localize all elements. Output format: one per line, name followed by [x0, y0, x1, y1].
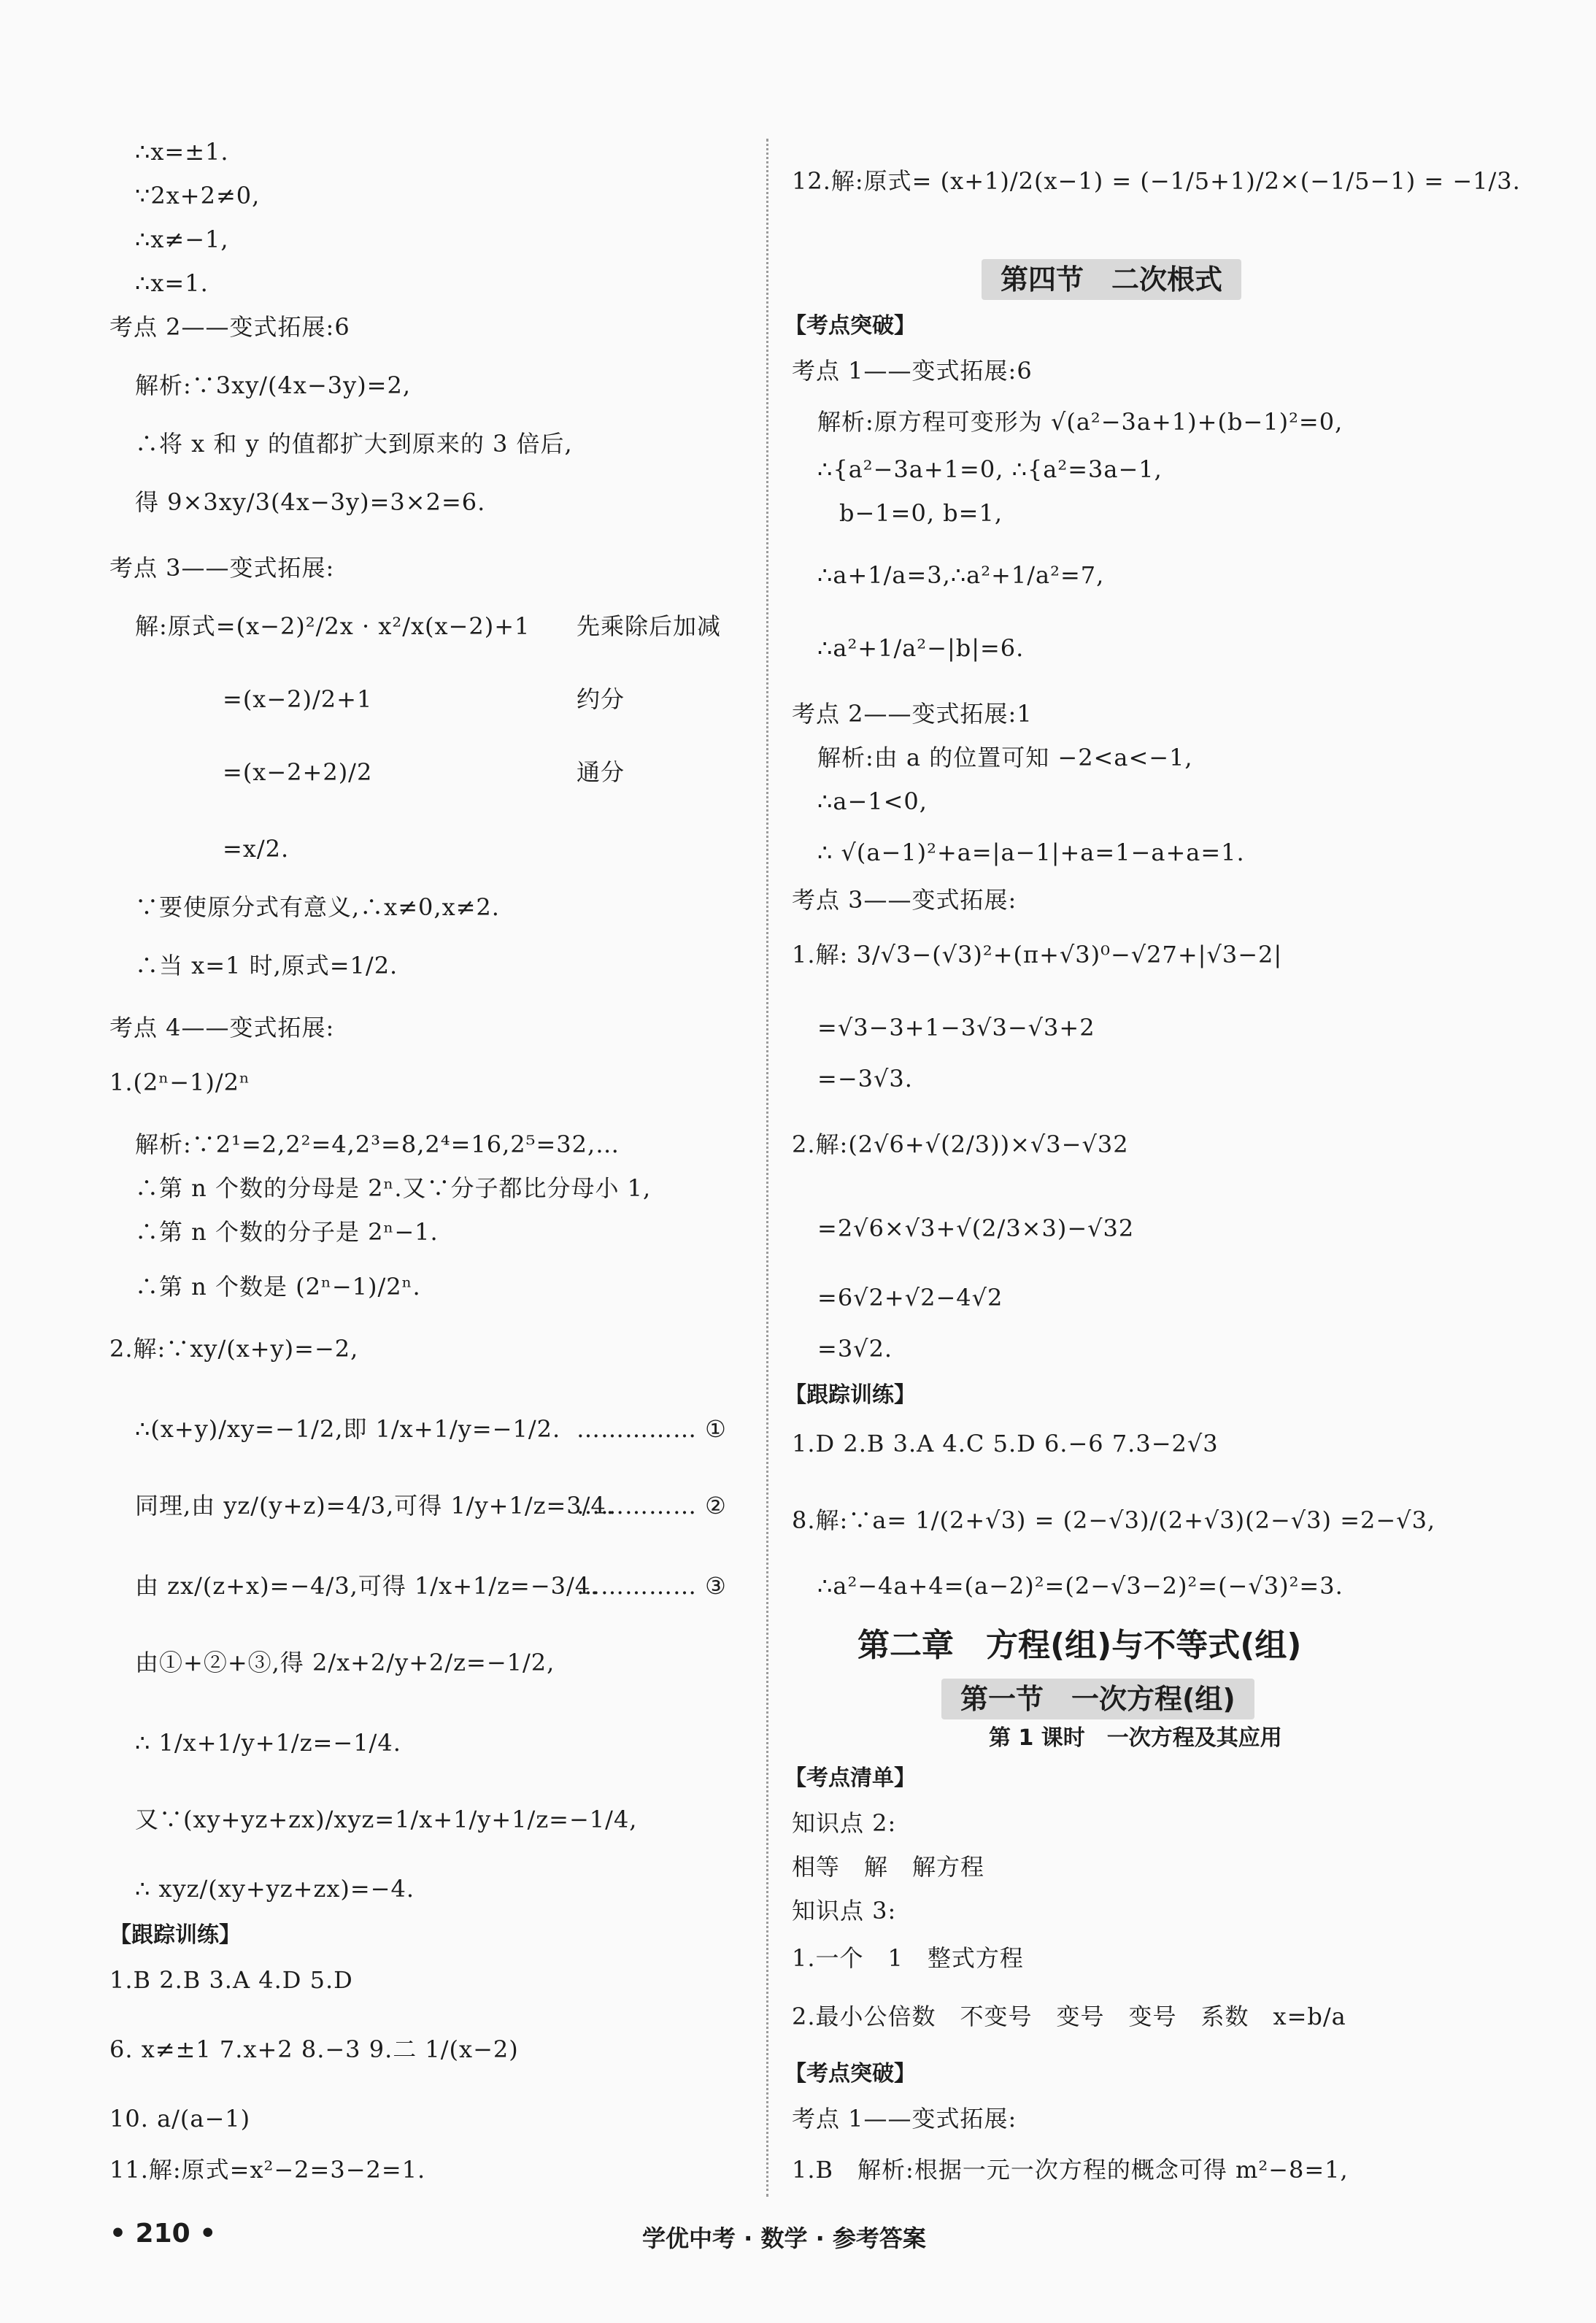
right-line: ∴a−1<0,	[817, 787, 928, 815]
left-line: =(x−2+2)/2	[223, 758, 373, 786]
right-lesson-title: 第 1 课时 一次方程及其应用	[989, 1725, 1282, 1751]
right-line: 1.D 2.B 3.A 4.C 5.D 6.−6 7.3−2√3	[792, 1430, 1219, 1457]
left-line: 2.解:∵xy/(x+y)=−2,	[109, 1335, 359, 1363]
right-line: b−1=0, b=1,	[839, 499, 1003, 527]
left-line: ∴第 n 个数的分母是 2ⁿ.又∵分子都比分母小 1,	[135, 1174, 652, 1202]
left-line: ∴x=±1.	[135, 138, 229, 166]
left-line: 解析:∵3xy/(4x−3y)=2,	[135, 371, 412, 399]
right-section-tag: 【考点突破】	[784, 313, 916, 339]
right-line: =−3√3.	[817, 1065, 913, 1093]
right-line: 考点 2——变式拓展:1	[792, 700, 1033, 728]
right-line: =2√6×√3+√(2/3×3)−√32	[817, 1214, 1135, 1242]
right-line: ∴a+1/a=3,∴a²+1/a²=7,	[817, 561, 1105, 589]
right-line: 12.解:原式= (x+1)/2(x−1) = (−1/5+1)/2×(−1/5−1) = −1/3.	[792, 167, 1521, 195]
left-line: ∴将 x 和 y 的值都扩大到原来的 3 倍后,	[135, 430, 573, 458]
right-line: =6√2+√2−4√2	[817, 1284, 1003, 1311]
right-chapter-title: 第二章 方程(组)与不等式(组)	[857, 1627, 1302, 1664]
right-line: ∴{a²−3a+1=0, ∴{a²=3a−1,	[817, 455, 1163, 483]
right-line: 1.一个 1 整式方程	[792, 1944, 1024, 1972]
right-line: 1.解: 3/√3−(√3)²+(π+√3)⁰−√27+|√3−2|	[792, 941, 1283, 968]
right-line: 知识点 3:	[792, 1897, 897, 1925]
right-line: 考点 1——变式拓展:6	[792, 357, 1033, 385]
left-line: 10. a/(a−1)	[109, 2105, 251, 2133]
right-line: 解析:由 a 的位置可知 −2<a<−1,	[817, 744, 1193, 771]
right-line: =√3−3+1−3√3−√3+2	[817, 1014, 1095, 1041]
left-line: 又∵(xy+yz+zx)/xyz=1/x+1/y+1/z=−1/4,	[135, 1806, 638, 1833]
right-line: 考点 1——变式拓展:	[792, 2105, 1017, 2133]
right-line: 1.B 解析:根据一元一次方程的概念可得 m²−8=1,	[792, 2156, 1349, 2184]
left-line-note: 通分	[577, 758, 625, 786]
left-line: ∴第 n 个数的分子是 2ⁿ−1.	[135, 1218, 439, 1246]
left-line: ∴当 x=1 时,原式=1/2.	[135, 952, 398, 979]
left-line: 11.解:原式=x²−2=3−2=1.	[109, 2156, 426, 2184]
right-line: 相等 解 解方程	[792, 1853, 985, 1881]
right-section-tag: 【考点突破】	[784, 2061, 916, 2087]
left-line: 考点 4——变式拓展:	[109, 1014, 335, 1041]
page-number: • 210 •	[109, 2219, 217, 2249]
left-line: 由①+②+③,得 2/x+2/y+2/z=−1/2,	[135, 1649, 555, 1676]
left-line: 得 9×3xy/3(4x−3y)=3×2=6.	[135, 488, 486, 516]
right-line: 8.解:∵a= 1/(2+√3) = (2−√3)/(2+√3)(2−√3) =2−√3,	[792, 1506, 1436, 1534]
left-line: ∵2x+2≠0,	[135, 182, 261, 209]
right-section-tag: 【跟踪训练】	[784, 1382, 916, 1408]
right-section-title: 第一节 一次方程(组)	[941, 1679, 1254, 1719]
left-line-note: …………… ②	[577, 1492, 727, 1519]
left-line: 考点 2——变式拓展:6	[109, 313, 350, 341]
left-line: 6. x≠±1 7.x+2 8.−3 9.二 1/(x−2)	[109, 2035, 519, 2063]
left-line: ∵要使原分式有意义,∴x≠0,x≠2.	[135, 893, 500, 921]
left-line: 1.B 2.B 3.A 4.D 5.D	[109, 1966, 353, 1994]
right-line: 考点 3——变式拓展:	[792, 886, 1017, 914]
right-line: 2.解:(2√6+√(2/3))×√3−√32	[792, 1130, 1129, 1158]
right-line: ∴ √(a−1)²+a=|a−1|+a=1−a+a=1.	[817, 839, 1245, 866]
left-line: =(x−2)/2+1	[223, 685, 373, 713]
left-line: ∴(x+y)/xy=−1/2,即 1/x+1/y=−1/2.	[135, 1415, 561, 1443]
left-line-note: …………… ③	[577, 1572, 727, 1600]
left-line: ∴x=1.	[135, 269, 209, 297]
left-line: 解:原式=(x−2)²/2x · x²/x(x−2)+1	[135, 612, 531, 640]
left-line: 同理,由 yz/(y+z)=4/3,可得 1/y+1/z=3/4.	[135, 1492, 614, 1519]
left-section-tag: 【跟踪训练】	[109, 1922, 241, 1948]
right-line: 解析:原方程可变形为 √(a²−3a+1)+(b−1)²=0,	[817, 408, 1344, 436]
left-line-note: …………… ①	[577, 1415, 727, 1443]
left-line: 由 zx/(z+x)=−4/3,可得 1/x+1/z=−3/4.	[135, 1572, 599, 1600]
right-line: =3√2.	[817, 1335, 893, 1363]
right-section-tag: 【考点清单】	[784, 1765, 916, 1791]
left-line: 1.(2ⁿ−1)/2ⁿ	[109, 1068, 250, 1096]
right-line: 2.最小公倍数 不变号 变号 变号 系数 x=b/a	[792, 2003, 1346, 2030]
column-divider	[766, 139, 768, 2197]
left-line: ∴ xyz/(xy+yz+zx)=−4.	[135, 1875, 415, 1903]
right-line: ∴a²−4a+4=(a−2)²=(2−√3−2)²=(−√3)²=3.	[817, 1572, 1344, 1600]
right-line: ∴a²+1/a²−|b|=6.	[817, 634, 1025, 662]
left-line: ∴第 n 个数是 (2ⁿ−1)/2ⁿ.	[135, 1273, 421, 1301]
left-line: =x/2.	[223, 835, 290, 863]
left-line-note: 约分	[577, 685, 625, 713]
right-section-title: 第四节 二次根式	[982, 259, 1241, 300]
left-line: ∴x≠−1,	[135, 226, 229, 253]
left-line: ∴ 1/x+1/y+1/z=−1/4.	[135, 1729, 401, 1757]
book-title: 学优中考 · 数学 · 参考答案	[642, 2224, 926, 2252]
left-line-note: 先乘除后加减	[577, 612, 722, 640]
left-line: 解析:∵2¹=2,2²=4,2³=8,2⁴=16,2⁵=32,…	[135, 1130, 620, 1158]
left-line: 考点 3——变式拓展:	[109, 554, 335, 582]
right-line: 知识点 2:	[792, 1809, 897, 1837]
